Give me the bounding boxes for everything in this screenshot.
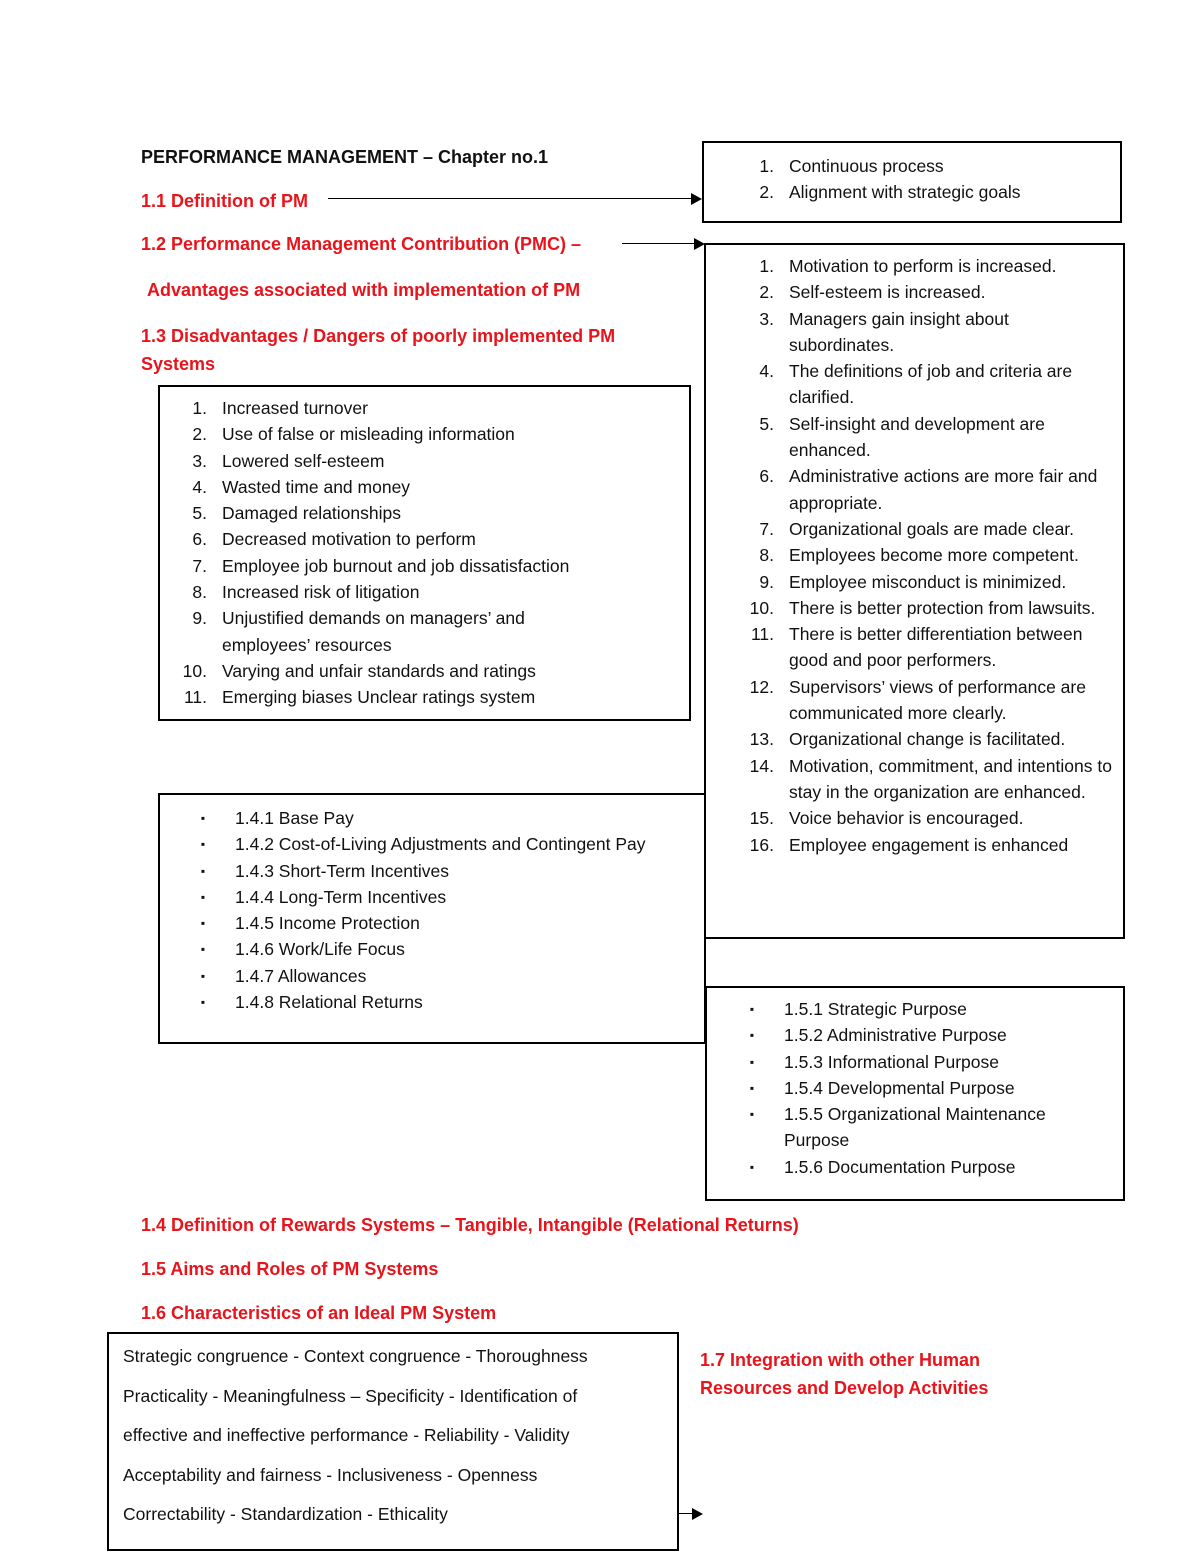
list-item: 11. Emerging biases Unclear ratings system: [183, 687, 536, 708]
list-item: ▪ 1.4.4 Long-Term Incentives: [200, 886, 447, 907]
list-item: 10. Varying and unfair standards and ratings: [182, 660, 536, 681]
list-item: 2. Alignment with strategic goals: [759, 182, 1021, 203]
disadvantages-list: [160, 395, 683, 711]
list-item: ▪ 1.4.3 Short-Term Incentives: [200, 860, 449, 881]
list-item: 7. Employee job burnout and job dissatisfaction: [192, 555, 570, 576]
definition-box: [702, 141, 1122, 223]
list-item: ▪ 1.4.7 Allowances: [200, 965, 367, 986]
disadvantages-box: [158, 385, 691, 721]
list-item: ▪ 1.4.1 Base Pay: [200, 808, 354, 828]
list-item: 9. Employee misconduct is minimized.: [759, 571, 1067, 592]
page-title: PERFORMANCE MANAGEMENT – Chapter no.1: [141, 147, 549, 167]
list-item: 2. Use of false or misleading information: [192, 424, 515, 445]
list-item: 1. Increased turnover: [192, 398, 368, 418]
list-item: ▪ 1.4.8 Relational Returns: [200, 992, 423, 1013]
arrowhead-definition: [691, 193, 702, 205]
heading-1-5: 1.5 Aims and Roles of PM Systems: [141, 1259, 439, 1279]
characteristics-text: [123, 1337, 588, 1535]
list-item: ▪ 1.5.3 Informational Purpose: [749, 1051, 999, 1072]
heading-1-7: 1.7 Integration with other Human Resources and Develop Activities: [700, 1350, 989, 1398]
list-item: ▪ 1.5.4 Developmental Purpose: [749, 1077, 1015, 1098]
list-item: 12. Supervisors’ views of performance are communicated more clearly.: [749, 676, 1086, 724]
list-item: ▪ 1.4.6 Work/Life Focus: [200, 939, 405, 960]
heading-1-4: 1.4 Definition of Rewards Systems – Tangible, Intangible (Relational Returns): [141, 1215, 799, 1235]
advantages-box: [704, 243, 1125, 939]
list-item: 4. Wasted time and money: [192, 476, 411, 497]
list-item: 15. Voice behavior is encouraged.: [749, 808, 1024, 829]
heading-1-6: 1.6 Characteristics of an Ideal PM System: [141, 1303, 497, 1323]
characteristics-box: [107, 1332, 679, 1551]
list-item: 8. Employees become more competent.: [759, 545, 1079, 566]
list-item: 6. Administrative actions are more fair and appropriate.: [759, 466, 1098, 513]
list-item: 5. Damaged relationships: [192, 503, 401, 524]
list-item: ▪ 1.4.5 Income Protection: [200, 913, 420, 934]
list-item: ▪ 1.5.2 Administrative Purpose: [749, 1025, 1007, 1046]
characteristics-line: effective and ineffective performance - Reliability - Validity: [123, 1425, 570, 1445]
list-item: 7. Organizational goals are made clear.: [759, 518, 1075, 539]
list-item: ▪ 1.5.6 Documentation Purpose: [749, 1156, 1016, 1177]
list-item: 16. Employee engagement is enhanced: [749, 834, 1069, 855]
list-item: 8. Increased risk of litigation: [192, 582, 420, 603]
heading-1-1: 1.1 Definition of PM: [141, 191, 309, 211]
rewards-box: [158, 793, 706, 1044]
arrow-line-integration: [678, 1513, 692, 1514]
rewards-list: [198, 805, 664, 1015]
characteristics-line: Strategic congruence - Context congruence - Thoroughness: [123, 1346, 588, 1366]
characteristics-line: Acceptability and fairness - Inclusiveness - Openness: [123, 1464, 538, 1485]
list-item: 13. Organizational change is facilitated.: [749, 729, 1066, 750]
heading-1-3: 1.3 Disadvantages / Dangers of poorly implemented PM Systems: [141, 326, 616, 374]
purposes-list: [747, 996, 1103, 1180]
list-item: 1. Continuous process: [759, 156, 944, 176]
list-item: 3. Managers gain insight about subordinates.: [759, 308, 1009, 355]
characteristics-line: Practicality - Meaningfulness – Specificity - Identification of: [123, 1385, 578, 1406]
list-item: 14. Motivation, commitment, and intentions to stay in the organization are enhanced.: [749, 755, 1112, 802]
list-item: 10. There is better protection from lawsuits.: [749, 597, 1096, 618]
definition-list: [704, 153, 1114, 206]
list-item: 1. Motivation to perform is increased.: [759, 256, 1057, 276]
arrow-line-definition: [328, 198, 692, 199]
list-item: 11. There is better differentiation between good and poor performers.: [750, 624, 1083, 671]
list-item: 6. Decreased motivation to perform: [192, 529, 476, 550]
list-item: 5. Self-insight and development are enhanced.: [759, 413, 1045, 461]
list-item: 9. Unjustified demands on managers’ and employees’ resources: [192, 608, 525, 655]
list-item: 3. Lowered self-esteem: [192, 450, 385, 471]
list-item: ▪ 1.4.2 Cost-of-Living Adjustments and Contingent Pay: [200, 834, 646, 855]
heading-1-2: 1.2 Performance Management Contribution (PMC) –: [141, 234, 582, 254]
advantages-list: [706, 253, 1117, 858]
purposes-box: [705, 986, 1125, 1201]
list-item: 2. Self-esteem is increased.: [759, 282, 986, 303]
heading-advantages: Advantages associated with implementation of PM: [147, 280, 581, 300]
list-item: 4. The definitions of job and criteria are clarified.: [759, 361, 1073, 408]
list-item: ▪ 1.5.1 Strategic Purpose: [749, 999, 967, 1019]
arrowhead-integration: [692, 1508, 703, 1520]
list-item: ▪ 1.5.5 Organizational Maintenance Purpose: [749, 1104, 1046, 1151]
characteristics-line: Correctability - Standardization - Ethicality: [123, 1504, 448, 1524]
arrow-line-contribution: [622, 243, 694, 244]
